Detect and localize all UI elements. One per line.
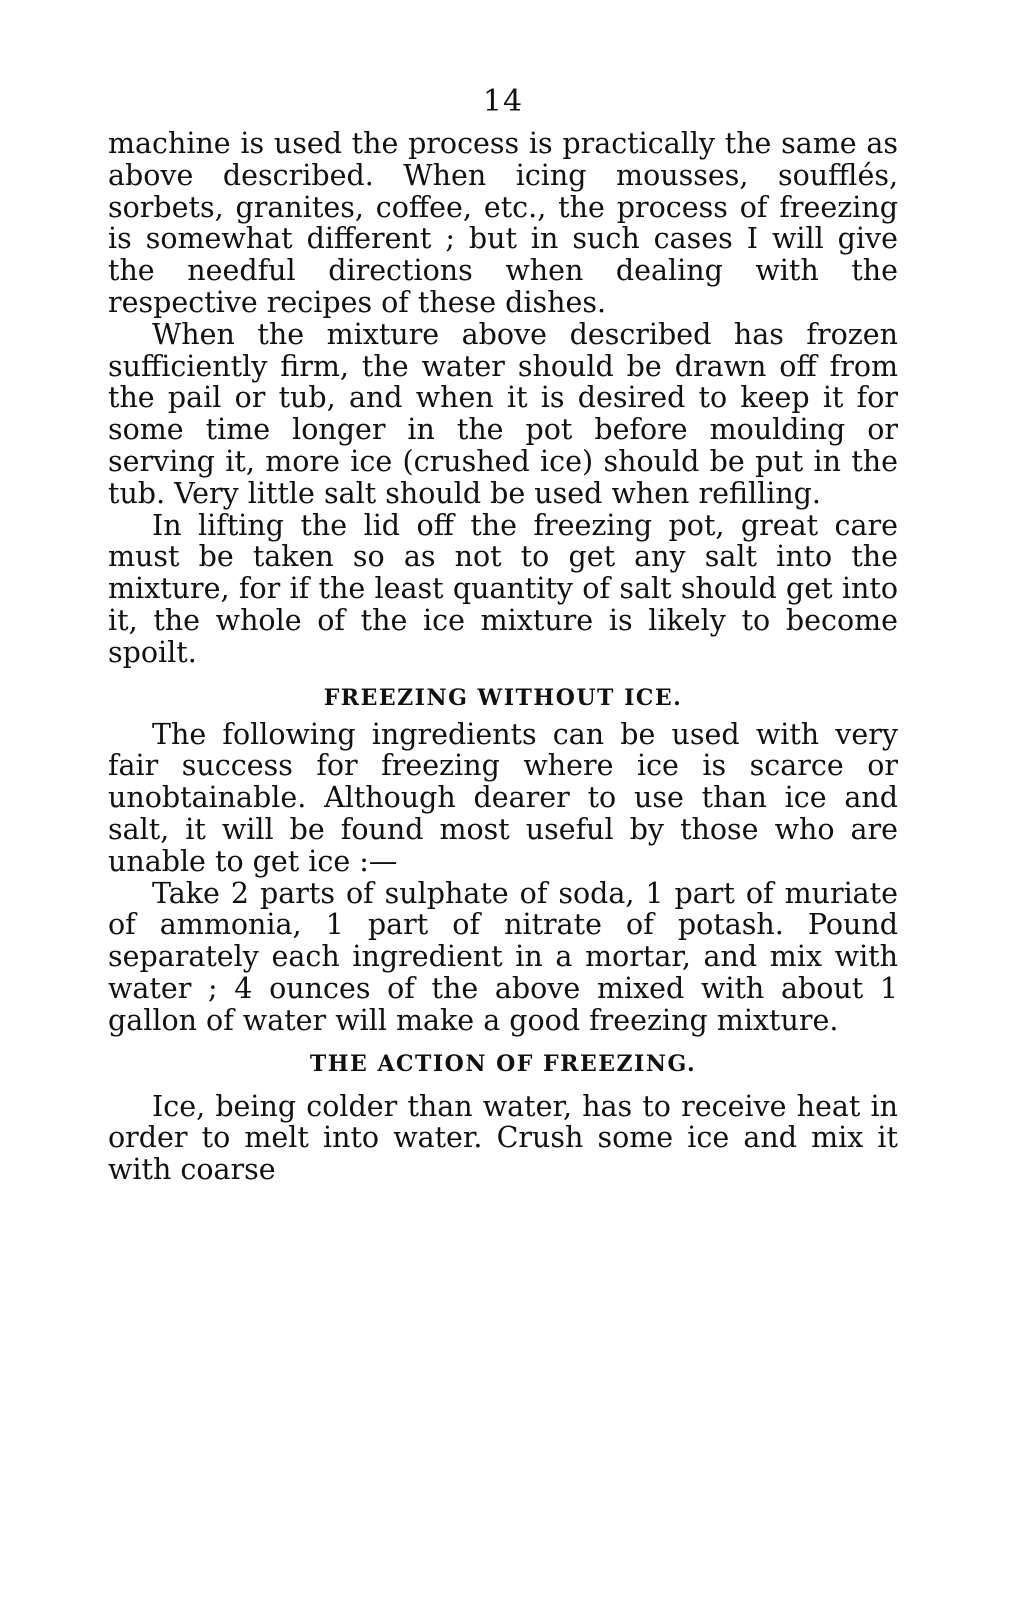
paragraph-ice-melting: Ice, being colder than water, has to receive heat in order to melt into water. Crush some ice and mix it with coarse — [108, 1089, 898, 1187]
section-heading-action-of-freezing: THE ACTION OF FREEZING. — [309, 1050, 697, 1077]
page-number: 14 — [482, 84, 524, 119]
paragraph-lifting-lid: In lifting the lid off the freezing pot, great care must be taken so as not to get any salt into the mixture, for if the least quantity of salt should get into it, the whole of the ice mixture is likely to become spoilt. — [108, 508, 898, 669]
paragraph-ingredients-intro: The following ingredients can be used with very fair success for freezing where ice is scarce or unobtainable. Although dearer to use than ice and salt, it will be found most useful by those who are unable to get ice :— — [108, 717, 898, 878]
paragraph-drawing-off-water: When the mixture above described has frozen sufficiently firm, the water should be drawn off from the pail or tub, and when it is desired to keep it for some time longer in the pot before moulding or serving it, more ice (crushed ice) should be put in the tub. Very little salt should be used when refilling. — [108, 317, 898, 510]
book-page — [108, 82, 898, 1186]
section-heading-freezing-without-ice: FREEZING WITHOUT ICE. — [323, 684, 683, 711]
paragraph-freezing-mixture-recipe: Take 2 parts of sulphate of soda, 1 part of muriate of ammonia, 1 part of nitrate of potash. Pound separately each ingredient in a mortar, and mix with water ; 4 ounces of the above mixed with about 1 gallon of water will make a good freezing mixture. — [108, 876, 898, 1037]
paragraph-continuation: machine is used the process is practically the same as above described. When icing mousses, soufflés, sorbets, granites, coffee, etc., the process of freezing is somewhat different ; but in such cases I will give the needful directions when dealing with the respective recipes of these dishes. — [108, 127, 898, 319]
